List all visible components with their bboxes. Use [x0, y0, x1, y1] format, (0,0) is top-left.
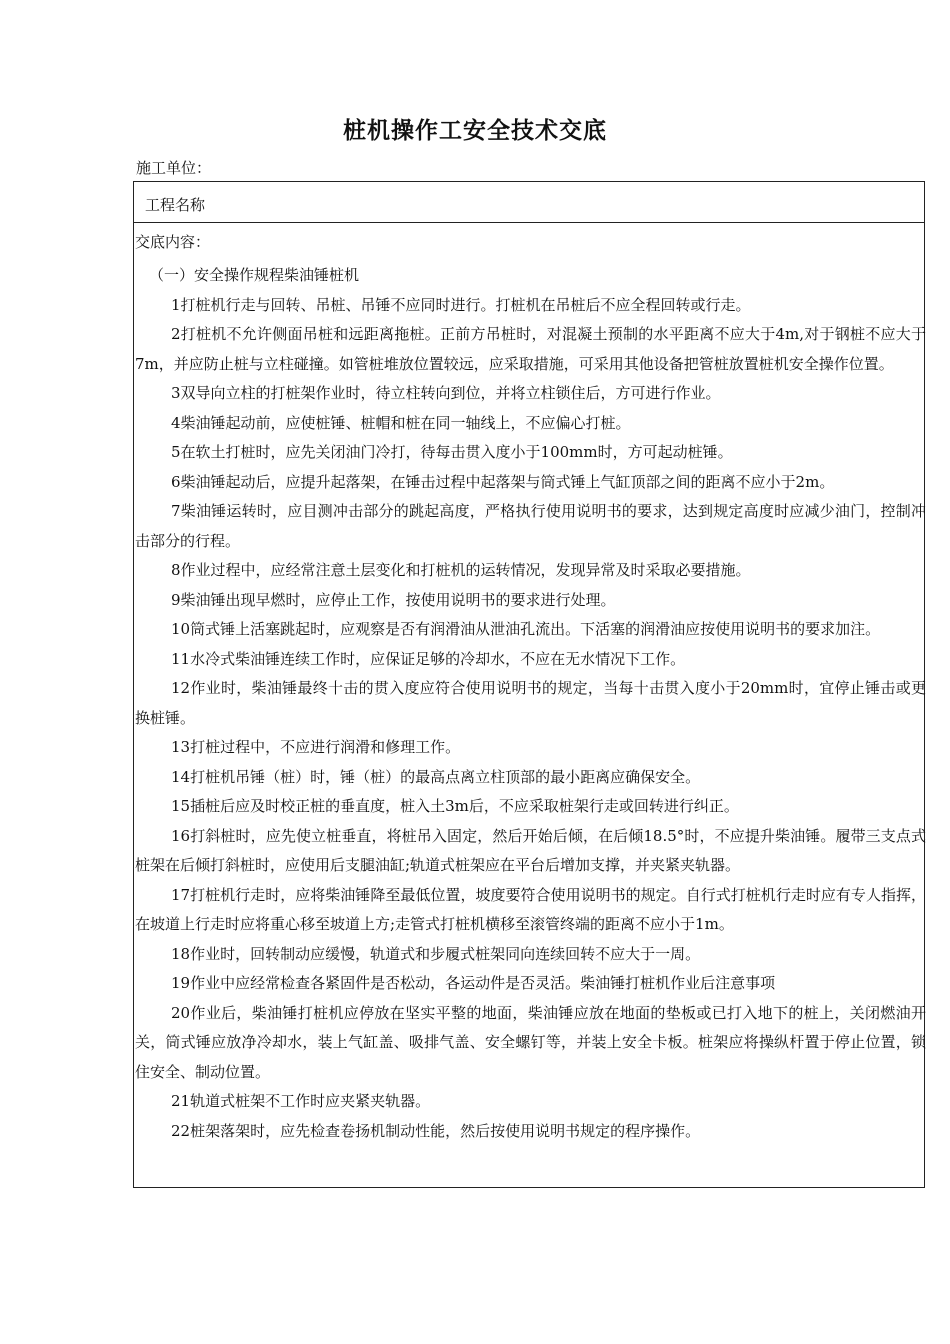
list-item: 17打桩机行走时，应将柴油锤降至最低位置，坡度要符合使用说明书的规定。自行式打桩机行走时应有专人指挥，在坡道上行走时应将重心移至坡道上方;走管式打桩机横移至滚管终端的距离不应小于1m。	[135, 885, 926, 933]
list-item: 21轨道式桩架不工作时应夹紧夹轨器。	[171, 1092, 431, 1110]
list-item: 20作业后，柴油锤打桩机应停放在坚实平整的地面，柴油锤应放在地面的垫板或已打入地下的桩上，关闭燃油开关，筒式锤应放净冷却水，装上气缸盖、吸排气盖、安全螺钉等，并装上安全卡板。桩架应将操纵杆置于停止位置，锁住安全、制动位置。	[135, 1003, 926, 1081]
list-item: 18作业时，回转制动应缓慢，轨道式和步履式桩架同向连续回转不应大于一周。	[171, 944, 701, 963]
list-item: 2打桩机不允许侧面吊桩和远距离拖桩。正前方吊桩时，对混凝土预制的水平距离不应大于4m,对于钢桩不应大于7m，并应防止桩与立柱碰撞。如管桩堆放位置较远，应采取措施，可采用其他设备把管桩放置桩机安全操作位置。	[135, 325, 926, 373]
document-title: 桩机操作工安全技术交底	[343, 118, 607, 144]
list-item: 3双导向立柱的打桩架作业时，待立柱转向到位，并将立柱锁住后，方可进行作业。	[171, 384, 721, 402]
disclosure-items	[135, 261, 926, 1146]
list-item: 6柴油锤起动后，应提升起落架，在锤击过程中起落架与筒式锤上气缸顶部之间的距离不应小于2m。	[171, 472, 835, 491]
list-item: 5在软土打桩时，应先关闭油门冷打，待每击贯入度小于100mm时，方可起动桩锤。	[171, 443, 733, 461]
list-item: 12作业时，柴油锤最终十击的贯入度应符合使用说明书的规定，当每十击贯入度小于20mm时，宜停止锤击或更换桩锤。	[135, 679, 926, 727]
list-item: 9柴油锤出现早燃时，应停止工作，按使用说明书的要求进行处理。	[171, 590, 616, 609]
list-item: 7柴油锤运转时，应目测冲击部分的跳起高度，严格执行使用说明书的要求，达到规定高度时应减少油门，控制冲击部分的行程。	[135, 502, 926, 550]
list-item: 15插桩后应及时校正桩的垂直度，桩入土3m后，不应采取桩架行走或回转进行纠正。	[171, 797, 739, 815]
section-title: （一）安全操作规程柴油锤桩机	[149, 266, 360, 284]
list-item: 16打斜桩时，应先使立桩垂直，将桩吊入固定，然后开始后倾，在后倾18.5°时，不应提升柴油锤。履带三支点式桩架在后倾打斜桩时，应使用后支腿油缸;轨道式桩架应在平台后增加支撑，并夹紧夹轨器。	[135, 826, 926, 874]
table-divider	[134, 222, 924, 223]
list-item: 13打桩过程中，不应进行润滑和修理工作。	[171, 738, 461, 756]
project-name-label: 工程名称	[145, 196, 206, 214]
list-item: 10筒式锤上活塞跳起时，应观察是否有润滑油从泄油孔流出。下活塞的润滑油应按使用说明书的要求加注。	[171, 620, 881, 638]
disclosure-content-label: 交底内容：	[135, 233, 211, 251]
list-item: 8作业过程中，应经常注意土层变化和打桩机的运转情况，发现异常及时采取必要措施。	[171, 561, 751, 579]
list-item: 14打桩机吊锤（桩）时，锤（桩）的最高点离立柱顶部的最小距离应确保安全。	[171, 767, 701, 786]
list-item: 11水冷式柴油锤连续工作时，应保证足够的冷却水，不应在无水情况下工作。	[171, 649, 686, 668]
list-item: 1打桩机行走与回转、吊桩、吊锤不应同时进行。打桩机在吊桩后不应全程回转或行走。	[171, 295, 751, 314]
construction-unit-label: 施工单位：	[136, 159, 212, 177]
list-item: 22桩架落架时，应先检查卷扬机制动性能，然后按使用说明书规定的程序操作。	[171, 1121, 701, 1140]
list-item: 19作业中应经常检查各紧固件是否松动，各运动件是否灵活。柴油锤打桩机作业后注意事项	[171, 974, 776, 992]
disclosure-table	[133, 181, 925, 1188]
list-item: 4柴油锤起动前，应使桩锤、桩帽和桩在同一轴线上，不应偏心打桩。	[171, 413, 631, 432]
